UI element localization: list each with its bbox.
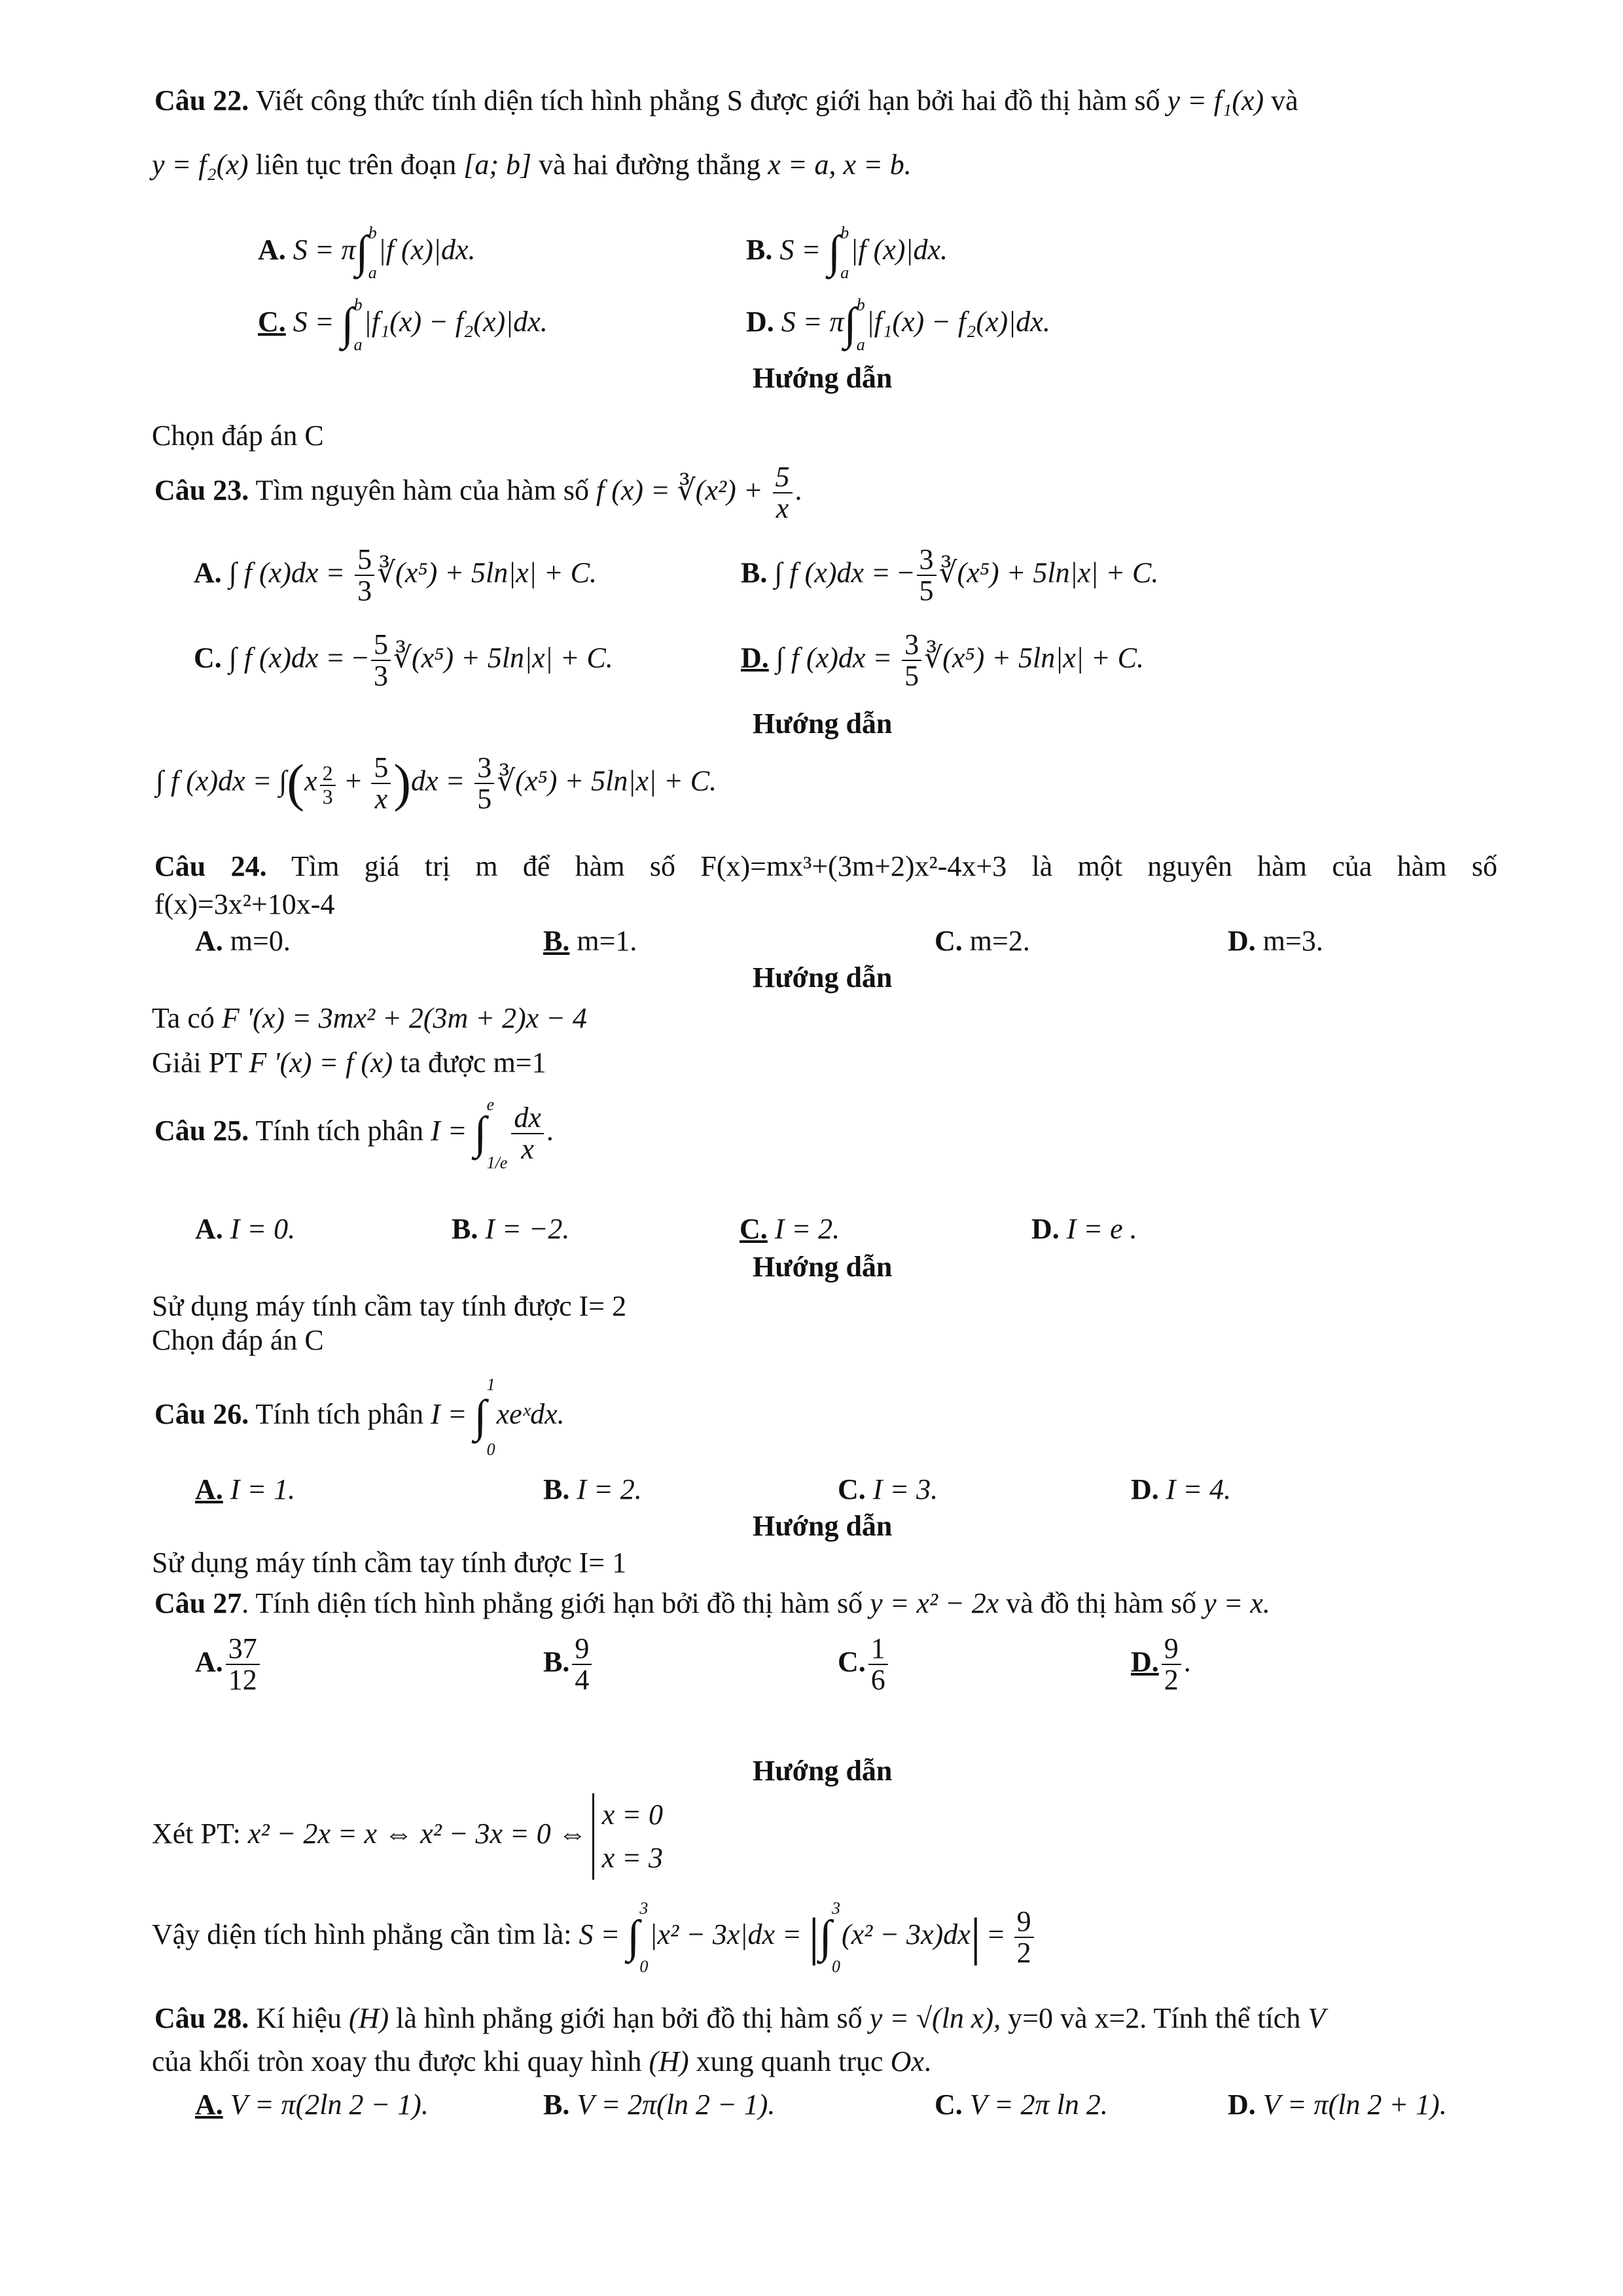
q26-option-c[interactable] [838,1473,938,1507]
integral-sign: ∫ [819,1912,832,1962]
q23-tail: . [794,474,802,507]
option-value: I = 2. [774,1213,840,1245]
option-label: C. [258,306,286,338]
option-value: V = 2π ln 2. [962,2089,1108,2121]
frac-num: dx [511,1103,544,1134]
q28-line2H: (H) [649,2045,689,2077]
q26-body: xeˣdx. [496,1398,565,1431]
q25-option-d[interactable] [1031,1212,1137,1247]
sol-math: F '(x) = 3mx² + 2(3m + 2)x − 4 [221,1002,587,1034]
option-label: B. [746,234,773,266]
integral-limits [487,1374,495,1460]
q27-option-b[interactable] [543,1634,594,1695]
q26-option-d[interactable] [1131,1473,1231,1507]
option-tail: . [1183,1645,1191,1678]
sol-tail: ta được m=1 [393,1047,546,1079]
option-body: |f₁(x) − f₂(x)|dx. [363,306,548,338]
frac-den: 5 [904,660,919,692]
option-body: |f₁(x) − f₂(x)|dx. [866,306,1050,338]
q24-label: Câu 24. [154,850,267,882]
sol-x: x [304,764,317,797]
option-frac [902,630,921,691]
option-value: I = 3. [872,1473,938,1505]
lower-limit: 1/e [486,1153,508,1172]
option-pre: S = π [781,306,844,338]
q23-text: Tìm nguyên hàm của hàm số [249,474,596,507]
q26-guide-heading: Hướng dẫn [753,1510,893,1542]
option-label: B. [543,1473,570,1505]
option-post: ∛(x⁵) + 5ln|x| + C. [924,641,1144,674]
q28-line2 [152,2045,931,2079]
frac-num: 5 [773,462,793,493]
right-paren: ) [393,755,412,813]
q25-option-b[interactable] [452,1212,569,1247]
q27-solution-1 [152,1793,663,1880]
sol-pre: ∫ f (x)dx = ∫ [156,764,287,797]
frac-den: 12 [228,1664,257,1696]
q27-f: y = x² − 2x [870,1587,999,1619]
option-frac [868,1634,888,1695]
option-post: ∛(x⁵) + 5ln|x| + C. [377,556,597,589]
integral-limits [832,1898,840,1977]
q27-option-c[interactable] [838,1634,891,1695]
q24-guide-heading: Hướng dẫn [753,961,893,994]
q22-label: Câu 22. [154,84,249,117]
q22-and: và [1264,84,1298,117]
integral-limits [639,1898,648,1977]
option-label: A. [195,1213,223,1245]
lower-limit: a [353,334,363,354]
q28-H: (H) [349,2002,389,2034]
q22-text3: và hai đường thẳng [531,149,768,181]
frac-den: 2 [1164,1664,1179,1696]
option-value: m=3. [1255,925,1323,957]
option-value: I = 1. [230,1473,296,1505]
q28-line1 [154,2001,1325,2036]
sol-math: F '(x) = f (x) [249,1047,393,1079]
lower-limit: a [840,262,849,282]
upper-limit: b [353,295,363,314]
option-label: C. [935,925,963,957]
option-value: I = 0. [230,1213,296,1245]
option-label: C. [935,2089,963,2121]
q27-line1 [154,1587,1270,1621]
integral-sign: ∫ [474,1391,487,1442]
option-label: D. [746,306,774,338]
integral-sign: ∫ [355,227,368,278]
option-pre: S = π [293,234,356,266]
q24-solution-1 [152,1001,587,1036]
lower-limit: 0 [639,1956,649,1976]
q25-guide-heading: Hướng dẫn [753,1251,893,1283]
q22-text1: Viết công thức tính diện tích hình phẳng S được giới hạn bởi hai đồ thị hàm số [249,84,1168,117]
q25-pre: I = [431,1115,474,1147]
case-item: x = 3 [601,1842,663,1874]
q28-Ox: Ox [890,2045,924,2077]
abs-bar-left: | [808,1909,819,1966]
frac-den: 3 [322,784,333,808]
q26-pre: I = [431,1398,474,1431]
option-label: A. [194,556,222,589]
sol-text: Ta có [152,1002,222,1034]
q22-option-c[interactable] [258,295,548,355]
option-body: |f (x)|dx. [850,234,948,266]
q25-solution-2: Chọn đáp án C [152,1324,324,1356]
lower-limit: a [368,262,377,282]
sol-cases [592,1793,663,1880]
option-pre: ∫ f (x)dx = [774,556,898,589]
frac-den: x [776,492,789,525]
frac-den: 5 [477,783,492,816]
abs-bar-right: | [970,1909,981,1966]
frac-den: 3 [357,575,372,607]
option-value: m=2. [962,925,1030,957]
q25-line1 [154,1094,554,1173]
q22-option-d[interactable] [746,295,1050,355]
integral-limits [840,223,849,283]
q24-line2: f(x)=3x²+10x-4 [154,888,335,920]
sol-math: x² − 2x = x ⇔ x² − 3x = 0 ⇔ [247,1818,587,1850]
q22-f1: y = f₁(x) [1167,84,1264,117]
option-body: |f (x)|dx. [378,234,476,266]
q23-guide-heading: Hướng dẫn [753,708,893,740]
left-paren: ( [287,755,305,813]
q23-frac [773,462,793,524]
q26-text: Tính tích phân [249,1398,431,1431]
frac-num: 5 [355,545,374,576]
option-post: ∛(x⁵) + 5ln|x| + C. [938,556,1159,589]
option-frac [371,630,391,691]
q22-interval: [a; b] [463,149,532,181]
option-pre: S = [779,234,829,266]
q25-frac [511,1103,544,1164]
q25-text: Tính tích phân [249,1115,431,1147]
q22-f2: y = f₂(x) [152,149,249,181]
integral-sign: ∫ [844,299,857,350]
option-frac [1162,1634,1181,1695]
q23-solution [156,753,717,814]
q28-f: y = √(ln x), [869,2002,1001,2034]
lower-limit: a [856,334,865,354]
option-label: D. [1131,1473,1159,1505]
q22-lines: x = a, x = b. [768,149,912,181]
option-label: B. [543,2089,570,2121]
q27-g: y = x. [1204,1587,1270,1619]
option-value: m=0. [223,925,291,957]
option-label: D. [1031,1213,1060,1245]
frac-num: 2 [320,762,336,786]
integral-sign: ∫ [627,1912,640,1962]
option-value: V = π(2ln 2 − 1). [223,2089,429,2121]
frac-den: 6 [870,1664,885,1696]
q24-option-d[interactable] [1228,924,1323,959]
frac-den: 2 [1016,1937,1031,1969]
option-value: I = 2. [577,1473,642,1505]
q23-func: f (x) = ∛(x²) + [596,474,770,507]
frac-num: 5 [371,753,391,784]
frac-num: 3 [902,630,921,661]
lower-limit: 0 [831,1956,840,1976]
option-label: A. [195,925,223,957]
option-pre: ∫ f (x)dx = [776,641,900,674]
q25-solution-1: Sử dụng máy tính cầm tay tính được I= 2 [152,1290,627,1322]
q28-label: Câu 28. [154,2002,249,2034]
option-value: I = e . [1066,1213,1137,1245]
q23-label: Câu 23. [154,474,249,507]
sol-post: ∛(x⁵) + 5ln|x| + C. [497,764,717,797]
q27-text: . Tính diện tích hình phẳng giới hạn bởi đồ thị hàm số [241,1587,870,1619]
q22-text2: liên tục trên đoạn [248,149,464,181]
frac-den: 5 [919,575,934,607]
integral-sign: ∫ [341,299,354,350]
frac-num: 1 [868,1634,888,1665]
q27-solution-2 [152,1898,1037,1977]
sol-eq: = [980,1918,1012,1951]
upper-limit: b [856,295,865,314]
sol-text: Vậy diện tích hình phẳng cần tìm là: [152,1918,579,1951]
upper-limit: 3 [639,1899,649,1918]
option-pre: ∫ f (x)dx = [228,641,353,674]
frac-den: 4 [575,1664,590,1696]
integral-limits [857,295,865,355]
option-sign: − [352,641,368,674]
q23-option-b[interactable] [741,545,1158,606]
option-frac [917,545,936,606]
option-value: I = −2. [485,1213,570,1245]
option-label: A. [258,234,286,266]
option-label: D. [1228,925,1256,957]
q22-option-b[interactable] [746,223,948,283]
sol-exponent [320,762,336,808]
q22-line2 [152,148,912,183]
upper-limit: b [368,223,377,242]
frac-den: x [521,1133,534,1165]
q24-line1 [154,850,1497,884]
option-value: V = π(ln 2 + 1). [1255,2089,1447,2121]
q27-label: Câu 27 [154,1587,242,1619]
frac-num: 3 [474,753,494,784]
q23-option-a[interactable] [194,545,597,606]
option-label: A. [195,2089,223,2121]
frac-num: 9 [1162,1634,1181,1665]
q23-option-c[interactable] [194,630,613,691]
q23-option-d[interactable] [741,630,1144,691]
frac-num: 37 [226,1634,260,1665]
option-label: B. [543,925,570,957]
option-value: m=1. [569,925,637,957]
sol-frac-1 [371,753,391,814]
option-label: D. [1228,2089,1256,2121]
q24-text: Tìm giá trị m để hàm số F(x)=mx³+(3m+2)x²-4x+3 là một nguyên hàm của hàm số [266,850,1497,882]
q28-line2a: của khối tròn xoay thu được khi quay hình [152,2045,649,2077]
sol-text: Xét PT: [152,1818,248,1850]
q28-option-d[interactable] [1228,2088,1447,2123]
integral-sign: ∫ [474,1108,487,1158]
q25-option-a[interactable] [195,1212,295,1247]
frac-num: 5 [371,630,391,661]
integral-limits [487,1094,508,1173]
q28-option-a[interactable] [195,2088,429,2123]
option-value: V = 2π(ln 2 − 1). [569,2089,776,2121]
option-label: B. [452,1213,478,1245]
q24-option-a[interactable] [195,924,291,959]
upper-limit: 1 [486,1375,495,1394]
upper-limit: e [486,1095,495,1114]
q27-guide-heading: Hướng dẫn [753,1755,893,1787]
q27-text2: và đồ thị hàm số [999,1587,1204,1619]
integral-limits [354,295,363,355]
sol-frac [1014,1907,1034,1968]
sol-text: Giải PT [152,1047,249,1079]
option-label: C. [194,641,222,674]
q26-option-b[interactable] [543,1473,642,1507]
q26-solution-1: Sử dụng máy tính cầm tay tính được I= 1 [152,1547,627,1579]
q28-text3: y=0 và x=2. Tính thể tích [1001,2002,1308,2034]
option-label: A. [195,1473,223,1505]
frac-num: 9 [1014,1907,1034,1938]
sol-body-1: |x² − 3x|dx = [649,1918,809,1951]
option-post: ∛(x⁵) + 5ln|x| + C. [393,641,613,674]
q22-line1 [154,84,1298,118]
option-label: C. [838,1645,866,1678]
q27-option-a[interactable] [195,1634,262,1695]
option-frac [226,1634,260,1695]
integral-sign: ∫ [828,227,841,278]
q28-line2c: . [923,2045,931,2077]
q22-answer: Chọn đáp án C [152,420,324,452]
q28-V: V [1308,2002,1326,2034]
q26-option-a[interactable] [195,1473,295,1507]
option-label: C. [838,1473,866,1505]
q28-option-c[interactable] [935,2088,1108,2123]
sol-frac-2 [474,753,494,814]
q27-option-d[interactable] [1131,1634,1191,1695]
option-frac [355,545,374,606]
q26-line1 [154,1374,565,1460]
option-label: B. [741,556,768,589]
q28-text2: là hình phẳng giới hạn bởi đồ thị hàm số [389,2002,870,2034]
q24-option-c[interactable] [935,924,1030,959]
q28-text1: Kí hiệu [249,2002,349,2034]
q25-option-c[interactable] [740,1212,840,1247]
case-item: x = 0 [601,1799,663,1831]
sol-body-2: (x² − 3x)dx [841,1918,971,1951]
sol-mid: dx = [411,764,473,797]
frac-num: 3 [917,545,936,576]
q24-solution-2 [152,1046,546,1081]
upper-limit: b [840,223,849,242]
option-label: C. [740,1213,768,1245]
frac-num: 9 [572,1634,592,1665]
q23-line1 [154,462,802,524]
q25-tail: . [546,1115,554,1147]
integral-limits [368,223,377,283]
q28-option-b[interactable] [543,2088,775,2123]
q24-option-b[interactable] [543,924,637,959]
option-sign: − [897,556,914,589]
option-label: D. [741,641,769,674]
option-value: I = 4. [1166,1473,1232,1505]
frac-den: 3 [373,660,388,692]
q22-guide-heading: Hướng dẫn [753,362,893,394]
upper-limit: 3 [831,1899,840,1918]
q25-label: Câu 25. [154,1115,249,1147]
option-pre: ∫ f (x)dx = [228,556,353,589]
lower-limit: 0 [486,1439,495,1459]
q28-line2b: xung quanh trục [688,2045,891,2077]
option-label: A. [195,1645,223,1678]
q22-option-a[interactable] [258,223,475,283]
option-label: D. [1131,1645,1159,1678]
option-label: B. [543,1645,570,1678]
option-pre: S = [293,306,342,338]
q26-label: Câu 26. [154,1398,249,1431]
sol-pre: S = [579,1918,628,1951]
option-frac [572,1634,592,1695]
sol-plus: + [338,764,369,797]
frac-den: x [374,783,388,816]
